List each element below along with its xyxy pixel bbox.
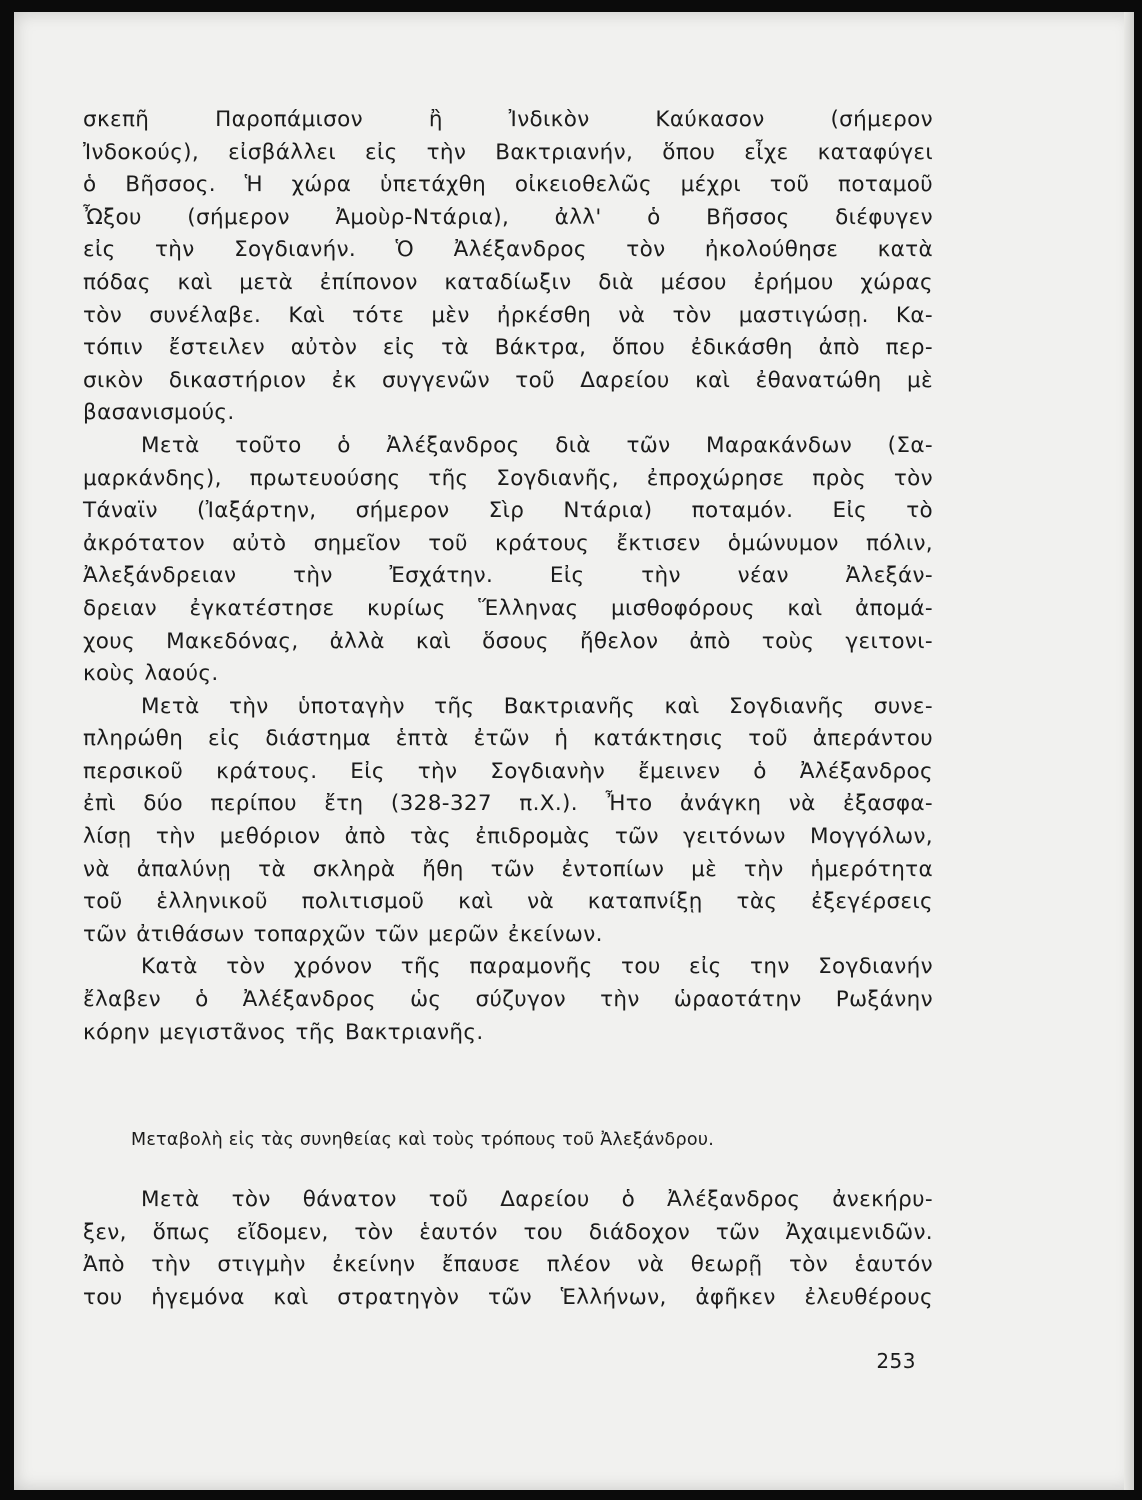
text-line: μαρκάνδης), πρωτευούσης τῆς Σογδιανῆς, ἐπροχώρησε πρὸς τὸν bbox=[83, 465, 933, 491]
text-line: εἰς τὴν Σογδιανήν. Ὁ Ἀλέξανδρος τὸν ἠκολούθησε κατὰ bbox=[83, 237, 933, 263]
main-text-upper bbox=[83, 104, 933, 1049]
paragraph-1 bbox=[83, 104, 933, 430]
text-line: Μετὰ τὸν θάνατον τοῦ Δαρείου ὁ Ἀλέξανδρος ἀνεκήρυ- bbox=[141, 1187, 933, 1212]
text-line: Κατὰ τὸν χρόνον τῆς παραμονῆς του εἰς την Σογδιανήν bbox=[141, 954, 933, 980]
text-line: ὁ Βῆσσος. Ἡ χώρα ὑπετάχθη οἰκειοθελῶς μέχρι τοῦ ποταμοῦ bbox=[83, 172, 933, 198]
text-line: σικὸν δικαστήριον ἐκ συγγενῶν τοῦ Δαρείου καὶ ἐθανατώθη μὲ bbox=[83, 367, 933, 393]
main-text-lower bbox=[83, 1184, 933, 1314]
paragraph-3 bbox=[83, 691, 933, 952]
text-line: Ἀλεξάνδρειαν τὴν Ἐσχάτην. Εἰς τὴν νέαν Ἀλεξάν- bbox=[83, 563, 933, 589]
text-line: τὸν συνέλαβε. Καὶ τότε μὲν ἠρκέσθη νὰ τὸν μαστιγώσῃ. Κα- bbox=[83, 302, 933, 328]
text-line: του ἡγεμόνα καὶ στρατηγὸν τῶν Ἑλλήνων, ἀφῆκεν ἐλευθέρους bbox=[83, 1284, 933, 1310]
text-line: σκεπῆ Παροπάμισον ἢ Ἰνδικὸν Καύκασον (σήμερον bbox=[83, 107, 933, 132]
text-line: πόδας καὶ μετὰ ἐπίπονον καταδίωξιν διὰ μέσου ἐρήμου χώρας bbox=[83, 269, 933, 295]
text-line: περσικοῦ κράτους. Εἰς τὴν Σογδιανὴν ἔμεινεν ὁ Ἀλέξανδρος bbox=[83, 758, 933, 784]
text-line: χους Μακεδόνας, ἀλλὰ καὶ ὅσους ἤθελον ἀπὸ τοὺς γειτονι- bbox=[83, 628, 933, 654]
text-line: βασανισμούς. bbox=[83, 400, 235, 426]
text-line: τοῦ ἑλληνικοῦ πολιτισμοῦ καὶ νὰ καταπνίξῃ τὰς ἐξεγέρσεις bbox=[83, 889, 933, 915]
text-line: ξεν, ὅπως εἴδομεν, τὸν ἑαυτόν του διάδοχον τῶν Ἀχαιμενιδῶν. bbox=[83, 1219, 933, 1245]
text-line: δρειαν ἐγκατέστησε κυρίως Ἕλληνας μισθοφόρους καὶ ἀπομά- bbox=[83, 595, 933, 621]
page-number: 253 bbox=[876, 1349, 916, 1373]
text-line: Ἀπὸ τὴν στιγμὴν ἐκείνην ἔπαυσε πλέον νὰ θεωρῇ τὸν ἑαυτόν bbox=[83, 1252, 933, 1278]
section-heading: Μεταβολὴ εἰς τὰς συνηθείας καὶ τοὺς τρόπους τοῦ Ἀλεξάνδρου. bbox=[131, 1130, 715, 1150]
book-page bbox=[14, 12, 1134, 1490]
text-line: Τάναϊν (Ἰαξάρτην, σήμερον Σὶρ Ντάρια) ποταμόν. Εἰς τὸ bbox=[83, 498, 933, 524]
text-line: πληρώθη εἰς διάστημα ἑπτὰ ἐτῶν ἡ κατάκτησις τοῦ ἀπεράντου bbox=[83, 726, 933, 752]
text-line: τῶν ἀτιθάσων τοπαρχῶν τῶν μερῶν ἐκείνων. bbox=[83, 921, 603, 947]
text-line: κοὺς λαούς. bbox=[83, 661, 219, 687]
paragraph-2 bbox=[83, 430, 933, 691]
text-line: Μετὰ τοῦτο ὁ Ἀλέξανδρος διὰ τῶν Μαρακάνδων (Σα- bbox=[141, 432, 933, 458]
text-line: λίσῃ τὴν μεθόριον ἀπὸ τὰς ἐπιδρομὰς τῶν γειτόνων Μογγόλων, bbox=[83, 824, 933, 850]
paragraph-5 bbox=[83, 1184, 933, 1314]
text-line: Ὦξου (σήμερον Ἀμοὺρ-Ντάρια), ἀλλ' ὁ Βῆσσος διέφυγεν bbox=[83, 204, 933, 230]
text-line: κόρην μεγιστᾶνος τῆς Βακτριανῆς. bbox=[83, 1019, 484, 1045]
text-line: Ἰνδοκούς), εἰσβάλλει εἰς τὴν Βακτριανήν, ὅπου εἶχε καταφύγει bbox=[83, 139, 933, 165]
text-line: τόπιν ἔστειλεν αὐτὸν εἰς τὰ Βάκτρα, ὅπου ἐδικάσθη ἀπὸ περ- bbox=[83, 335, 933, 361]
page-edge-shadow bbox=[1124, 12, 1134, 1490]
text-line: ἐπὶ δύο περίπου ἔτη (328-327 π.Χ.). Ἦτο ἀνάγκη νὰ ἐξασφα- bbox=[83, 791, 933, 817]
text-line: ἔλαβεν ὁ Ἀλέξανδρος ὡς σύζυγον τὴν ὡραοτάτην Ρωξάνην bbox=[83, 987, 933, 1013]
text-line: νὰ ἀπαλύνῃ τὰ σκληρὰ ἤθη τῶν ἐντοπίων μὲ τὴν ἡμερότητα bbox=[83, 856, 933, 882]
text-line: ἀκρότατον αὐτὸ σημεῖον τοῦ κράτους ἔκτισεν ὁμώνυμον πόλιν, bbox=[83, 530, 933, 556]
text-line: Μετὰ τὴν ὑποταγὴν τῆς Βακτριανῆς καὶ Σογδιανῆς συνε- bbox=[141, 693, 933, 719]
paragraph-4 bbox=[83, 951, 933, 1049]
